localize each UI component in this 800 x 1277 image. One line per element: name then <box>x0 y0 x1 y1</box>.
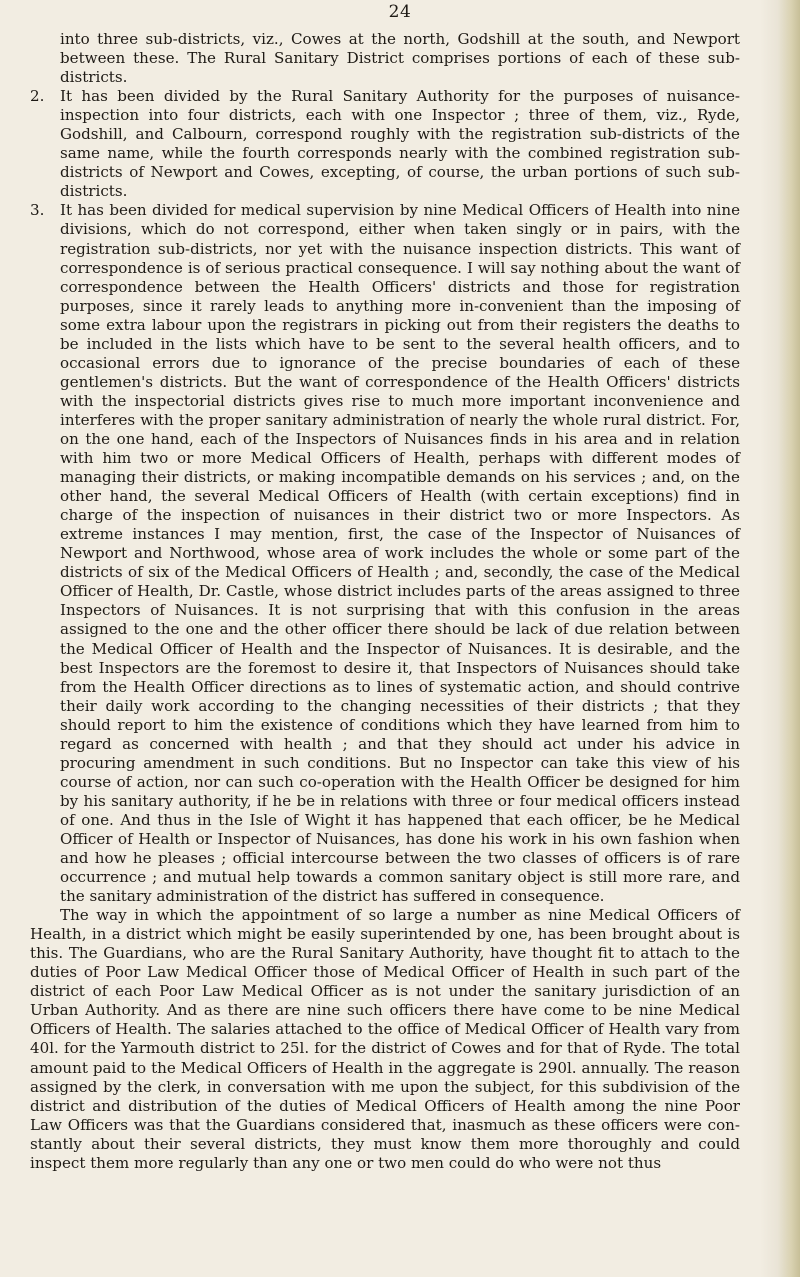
closing-paragraph: The way in which the appointment of so large a number as nine Medical Officers of Health, in a district which might be easily superintended by one, has been brought about is this. The Guardians, who are the Rural Sanitary Authority, have thought fit to attach to the duties of Poor Law Medical Officer those of Medical Officer of Health in such part of the district of each Poor Law Medical Officer as is not under the sanitary jurisdiction of an Urban Authority. And as there are nine such officers there have come to be nine Medical Officers of Health. The salaries attached to the office of Medical Officer of Health vary from 40l. for the Yarmouth district to 25l. for the district of Cowes and for that of Ryde. The total amount paid to the Medical Officers of Health in the aggregate is 290l. annually. The reason assigned by the clerk, in conversation with me upon the subject, for this subdivision of the district and distribution of the duties of Medical Officers of Health among the nine Poor Law Officers was that the Guardians considered that, inasmuch as these officers were con-stantly about their several districts, they must know them more thoroughly and could inspect them more regularly than any one or two men could do who were not thus <box>30 906 740 1172</box>
page-number: 24 <box>388 2 412 22</box>
item-number: 3. <box>30 201 45 220</box>
page-edge-stain <box>778 0 800 1277</box>
body-text <box>30 30 740 1173</box>
continuation-paragraph: into three sub-districts, viz., Cowes at the north, Godshill at the south, and Newport between these. The Rural Sanitary District comprises portions of each of these sub-districts. <box>60 30 740 87</box>
numbered-item-2 <box>30 87 740 201</box>
item-number: 2. <box>30 87 45 106</box>
item-text: It has been divided by the Rural Sanitary Authority for the purposes of nuisance-inspection into four districts, each with one Inspector ; three of them, viz., Ryde, Godshill, and Calbourn, correspond roughly with the registration sub-districts of the same name, while the fourth corresponds nearly with the combined registration sub-districts of Newport and Cowes, excepting, of course, the urban portions of such sub-districts. <box>60 87 740 201</box>
item-text: It has been divided for medical supervision by nine Medical Officers of Health into nine divisions, which do not correspond, either when taken singly or in pairs, with the registration sub-districts, nor yet with the nuisance inspection districts. This want of correspondence is of serious practical consequence. I will say nothing about the want of correspondence between the Health Officers' districts and those for registration purposes, since it rarely leads to anything more in-convenient than the imposing of some extra labour upon the registrars in picking out from their registers the deaths to be included in the lists which have to be sent to the several health officers, and to occasional errors due to ignorance of the precise boundaries of each of these gentlemen's districts. But the want of correspondence of the Health Officers' districts with the inspectorial districts gives rise to much more important inconvenience and interferes with the proper sanitary administration of nearly the whole rural district. For, on the one hand, each of the Inspectors of Nuisances finds in his area and in relation with him two or more Medical Officers of Health, perhaps with different modes of managing their districts, or making incompatible demands on his services ; and, on the other hand, the several Medical Officers of Health (with certain exceptions) find in charge of the inspection of nuisances in their district two or more Inspectors. As extreme instances I may mention, first, the case of the Inspector of Nuisances of Newport and Northwood, whose area of work includes the whole or some part of the districts of six of the Medical Officers of Health ; and, secondly, the case of the Medical Officer of Health, Dr. Castle, whose district includes parts of the areas assigned to three Inspectors of Nuisances. It is not surprising that with this confusion in the areas assigned to the one and the other officer there should be lack of due relation between the Medical Officer of Health and the Inspector of Nuisances. It is desirable, and the best Inspectors are the foremost to desire it, that Inspectors of Nuisances should take from the Health Officer directions as to lines of systematic action, and should contrive their daily work according to the changing necessities of their districts ; that they should report to him the existence of conditions which they have learned from him to regard as concerned with health ; and that they should act under his advice in procuring amendment in such conditions. But no Inspector can take this view of his course of action, nor can such co-operation with the Health Officer be designed for him by his sanitary authority, if he be in relations with three or four medical officers instead of one. And thus in the Isle of Wight it has happened that each officer, be he Medical Officer of Health or Inspector of Nuisances, has done his work in his own fashion when and how he pleases ; official intercourse between the two classes of officers is of rare occurrence ; and mutual help towards a common sanitary object is still more rare, and the sanitary administration of the district has suffered in consequence. <box>60 201 740 906</box>
numbered-item-3 <box>30 201 740 906</box>
